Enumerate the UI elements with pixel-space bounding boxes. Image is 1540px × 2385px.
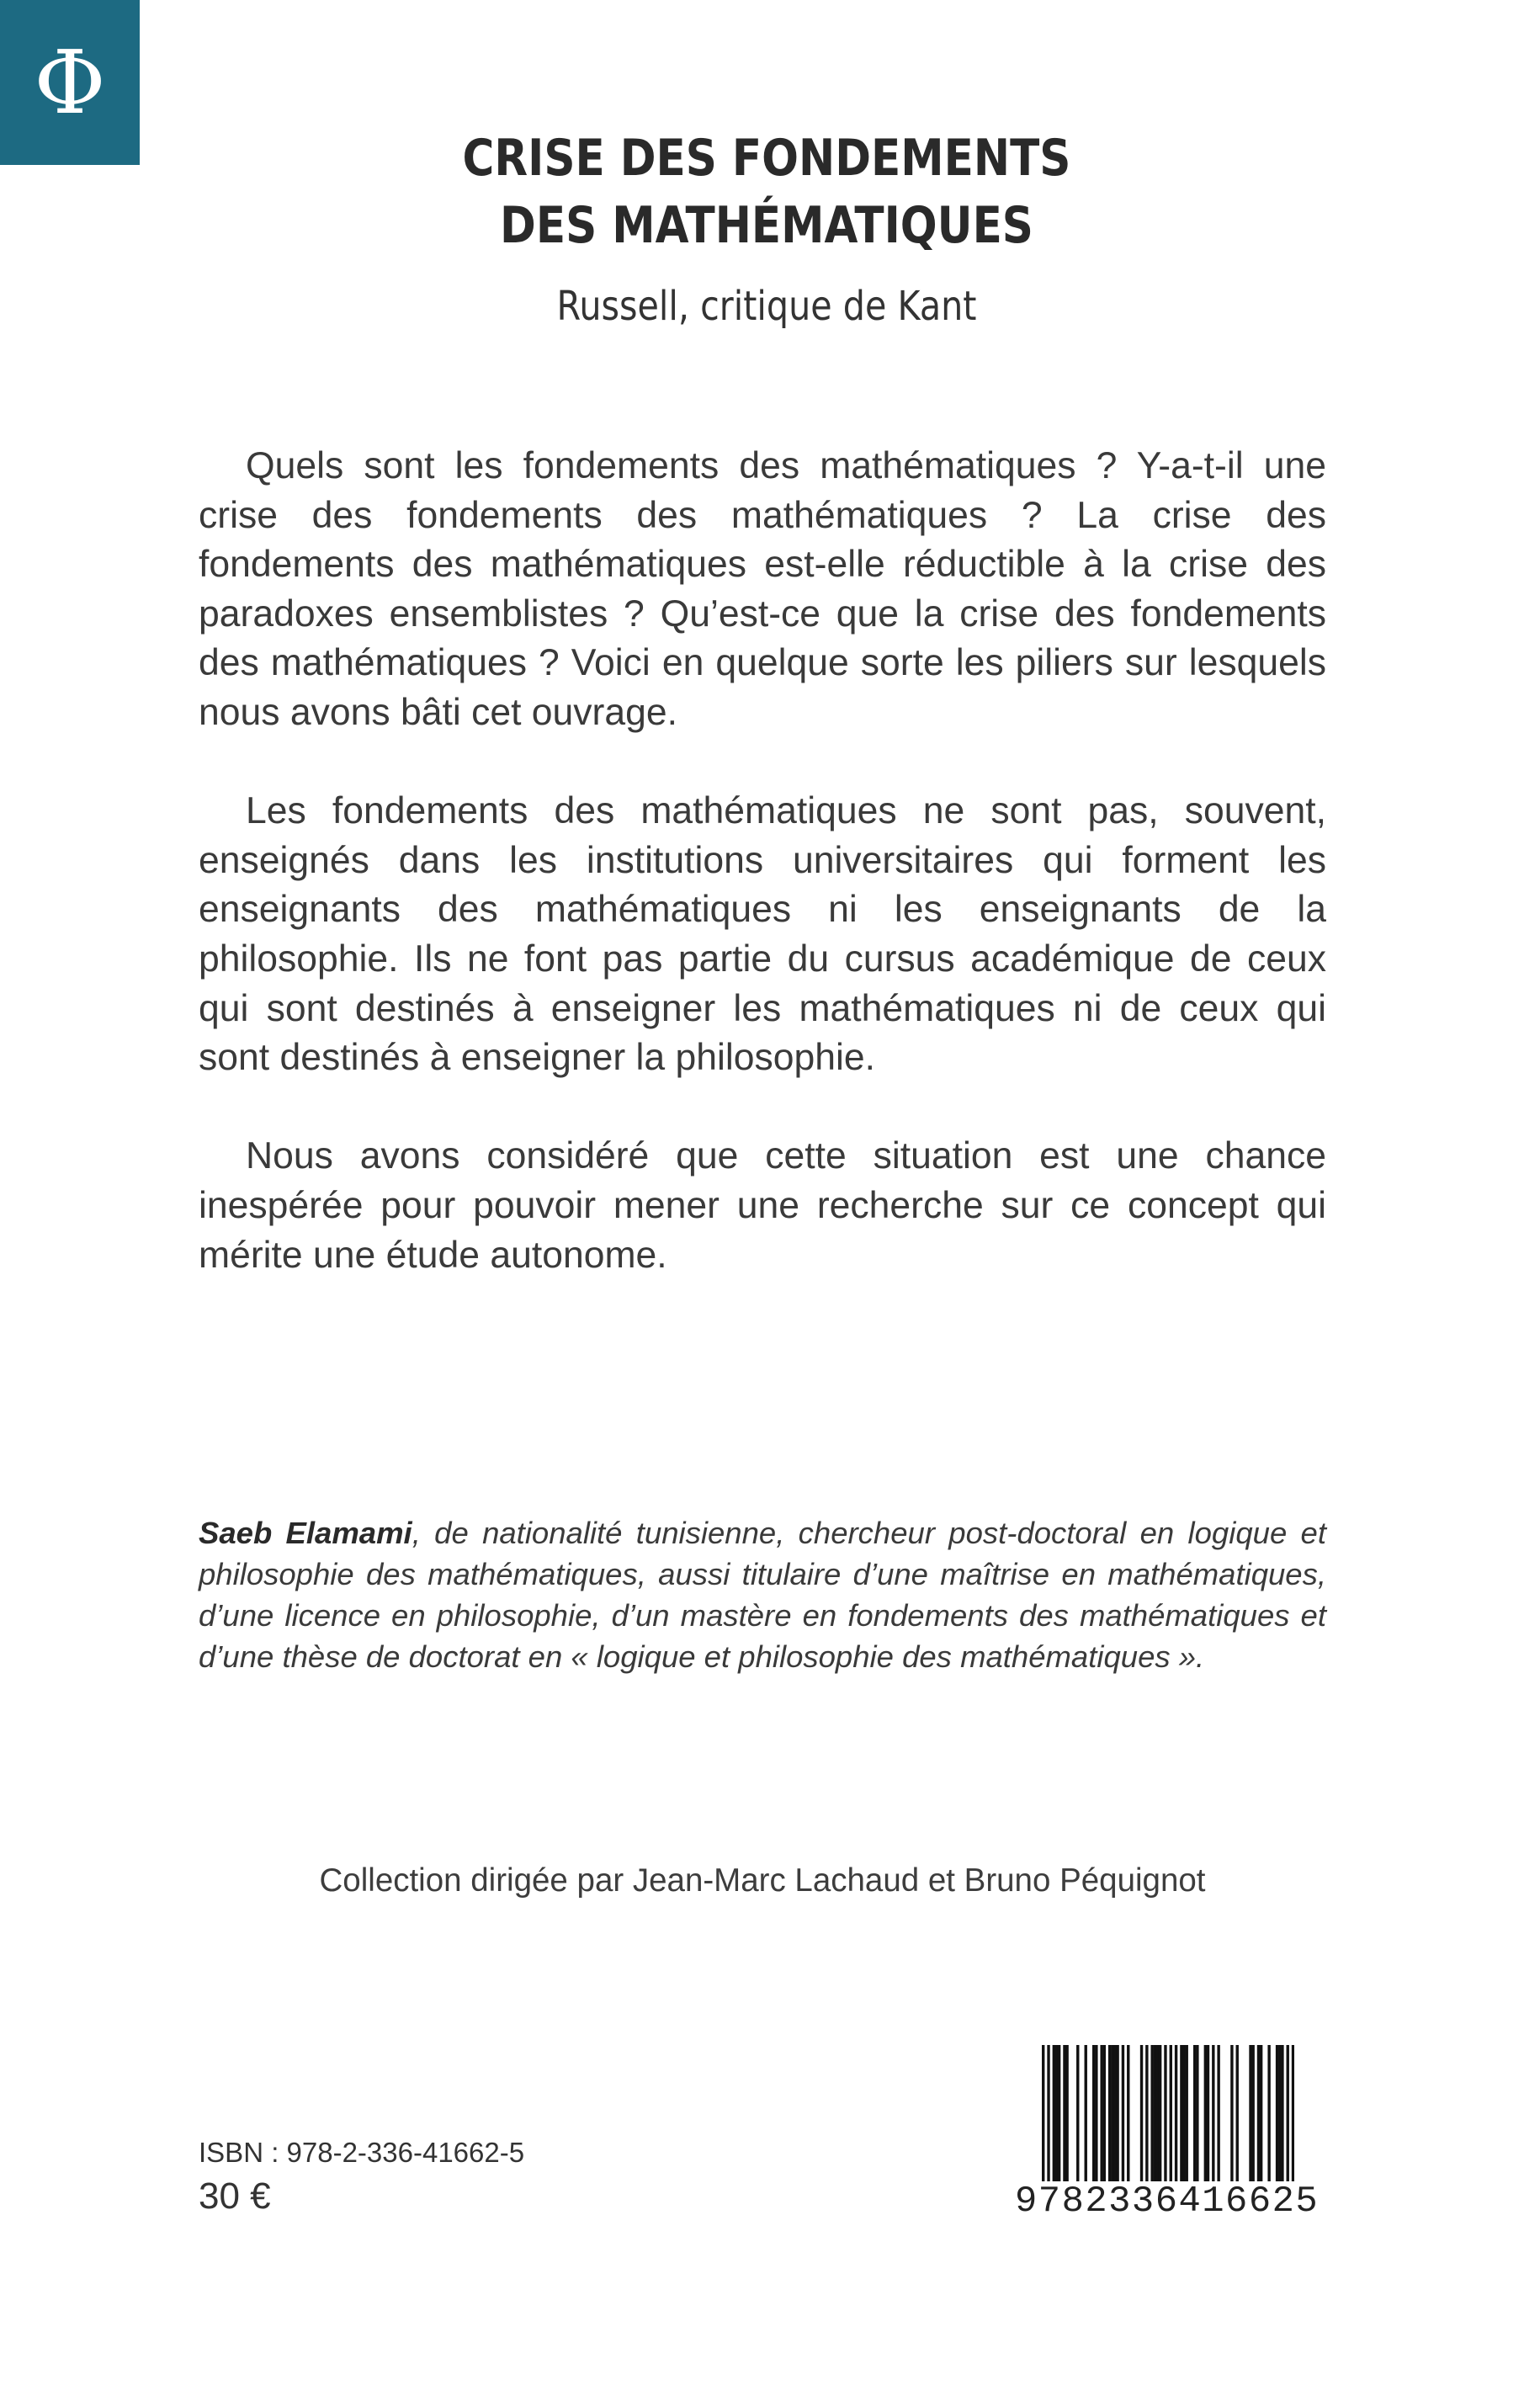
barcode-bar [1196,2045,1198,2188]
book-title-line-2: DES MATHÉMATIQUES [500,196,1033,255]
blurb-paragraph-3: Nous avons considéré que cette situation est une chance inespérée pour pouvoir mener une recherche sur ce concept qui mérite une étude autonome. [199,1135,1326,1276]
barcode-bar [1116,2045,1118,2188]
publisher-logo [0,0,140,165]
barcode-bar [1217,2045,1219,2188]
barcode-bar [1186,2045,1188,2188]
author-bio-text: , de nationalité tunisienne, chercheur post-doctoral en logique et philosophie des mathématiques, aussi titulaire d’une maîtrise en mathématiques, d’une licence en philosophie, d’un mastère en fondements des mathématiques et d’une thèse de doctorat en « logique et philosophie des mathématiques ». [199,1516,1327,1674]
author-name: Saeb Elamami [199,1516,412,1550]
price: 30 € [199,2175,271,2217]
barcode-bar [1150,2045,1153,2188]
barcode-bar [1055,2045,1058,2188]
barcode-bar [1145,2045,1148,2188]
collection-credit: Collection dirigée par Jean-Marc Lachaud et Bruno Péquignot [319,1862,1206,1899]
isbn: ISBN : 978-2-336-41662-5 [199,2137,525,2168]
barcode-bar [1193,2045,1196,2188]
barcode-bar [1076,2045,1079,2188]
barcode-bar [1111,2045,1113,2188]
barcode-bar [1182,2045,1185,2188]
barcode-bar [1251,2045,1254,2188]
barcode-bar [1175,2045,1177,2188]
book-title-line-1: CRISE DES FONDEMENTS [462,129,1071,188]
barcode-bar [1065,2045,1068,2188]
barcode-bar [1180,2045,1182,2188]
author-bio [199,1512,1326,1677]
barcode-bar [1140,2045,1143,2188]
barcode-bar [1207,2045,1209,2188]
barcode-number: 9782336416625 [1010,2181,1335,2223]
barcode-bar [1267,2045,1270,2188]
barcode-bar [1212,2045,1214,2188]
barcode-bar [1103,2045,1106,2188]
barcode-bar [1260,2045,1262,2188]
book-subtitle: Russell, critique de Kant [556,283,977,330]
barcode-bar [1249,2045,1251,2188]
blurb [199,442,1326,1330]
barcode-bar [1204,2045,1207,2188]
barcode-bar [1058,2045,1060,2188]
barcode-bar [1092,2045,1095,2188]
barcode-bar [1159,2045,1161,2188]
barcode-bar [1156,2045,1159,2188]
barcode-bar [1230,2045,1233,2188]
barcode [1010,2032,1330,2232]
barcode-bar [1095,2045,1097,2188]
barcode-bar [1063,2045,1065,2188]
barcode-bar [1236,2045,1239,2188]
barcode-bar [1281,2045,1283,2188]
barcode-bar [1154,2045,1156,2188]
barcode-bar [1108,2045,1111,2188]
barcode-bar [1053,2045,1055,2188]
barcode-bar [1276,2045,1278,2188]
barcode-bar [1100,2045,1102,2188]
barcode-bar [1085,2045,1087,2188]
title-block [199,125,1335,332]
barcode-bar [1122,2045,1124,2188]
barcode-bar [1127,2045,1129,2188]
phi-logo-icon: Φ [34,31,106,134]
barcode-bar [1278,2045,1281,2188]
blurb-paragraph-1: Quels sont les fondements des mathématiques ? Y-a-t-il une crise des fondements des mathématiques ? La crise des fondements des mathématiques est-elle réductible à la crise des paradoxes ensemblistes ? Qu’est-ce que la crise des fondements des mathématiques ? Voici en quelque sorte les piliers sur lesquels nous avons bâti cet ouvrage. [199,445,1326,733]
blurb-paragraph-2: Les fondements des mathématiques ne sont pas, souvent, enseignés dans les institutions universitaires qui forment les enseignants des mathématiques ni les enseignants de la philosophie. Ils ne font pas partie du cursus académique de ceux qui sont destinés à enseigner les mathématiques ni de ceux qui sont destinés à enseigner la philosophie. [199,790,1326,1079]
barcode-bar [1113,2045,1116,2188]
barcode-bar [1257,2045,1260,2188]
